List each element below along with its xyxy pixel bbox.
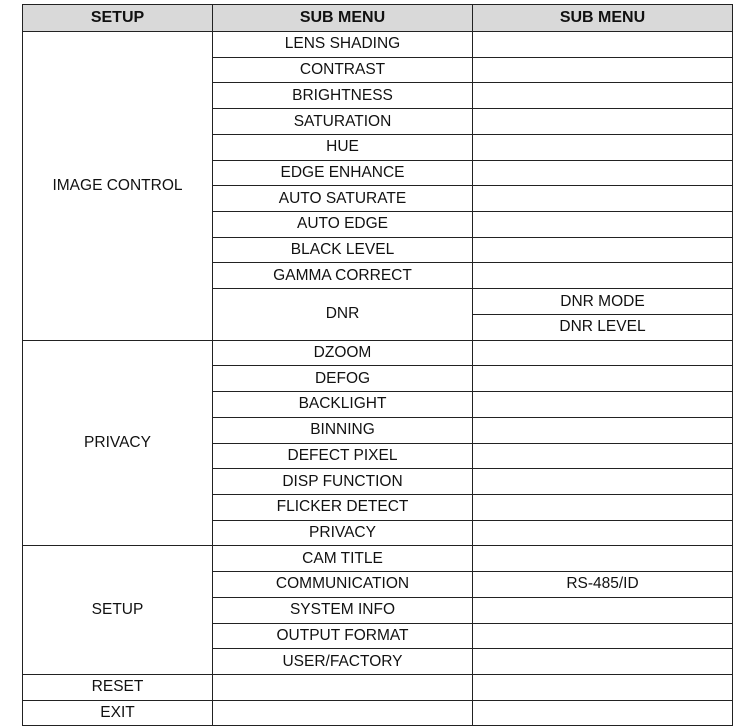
submenu2-cell: [472, 288, 733, 315]
submenu-cell: [212, 211, 473, 238]
submenu-cell: [212, 134, 473, 161]
submenu-cell-label: PRIVACY: [309, 524, 376, 542]
submenu2-cell: [472, 314, 733, 341]
submenu-cell-label: DEFECT PIXEL: [287, 446, 398, 464]
submenu-cell-label: DEFOG: [314, 369, 371, 387]
submenu2-cell: [472, 340, 733, 367]
submenu-cell-label: BINNING: [310, 421, 375, 439]
submenu2-cell: [472, 700, 733, 726]
submenu2-cell: [472, 160, 733, 187]
submenu-cell-label: DISP FUNCTION: [282, 472, 403, 490]
setup-cell-label: EXIT: [100, 704, 135, 722]
submenu2-cell-label: DNR LEVEL: [559, 318, 646, 336]
submenu-cell-label: GAMMA CORRECT: [273, 266, 412, 284]
submenu-cell-label: DZOOM: [313, 343, 372, 361]
submenu-cell-label: BACKLIGHT: [298, 395, 387, 413]
submenu2-cell: [472, 571, 733, 598]
submenu-cell: [212, 340, 473, 367]
submenu-cell-label: HUE: [326, 138, 359, 156]
submenu-cell-label: SYSTEM INFO: [289, 601, 396, 619]
submenu-cell: [212, 31, 473, 58]
setup-cell-label: SETUP: [91, 601, 144, 619]
setup-cell-label: PRIVACY: [84, 434, 151, 451]
submenu-cell: [212, 237, 473, 264]
setup-cell: [22, 700, 213, 726]
submenu2-cell: [472, 262, 733, 289]
submenu-cell: [212, 185, 473, 212]
submenu2-cell: [472, 417, 733, 444]
submenu-cell: [212, 648, 473, 675]
setup-cell: [22, 340, 213, 547]
submenu2-cell-label: DNR MODE: [560, 292, 645, 310]
submenu-cell: [212, 571, 473, 598]
submenu-cell-label: SATURATION: [293, 112, 392, 130]
setup-cell: [22, 674, 213, 701]
submenu-cell-label: AUTO EDGE: [296, 215, 388, 233]
header-cell-3-label: SUB MENU: [559, 9, 646, 26]
header-cell-2-label: SUB MENU: [299, 9, 386, 26]
submenu2-cell: [472, 648, 733, 675]
submenu-cell-label: USER/FACTORY: [282, 652, 403, 670]
submenu-cell: [212, 288, 473, 340]
submenu2-cell: [472, 494, 733, 521]
submenu-cell-label: FLICKER DETECT: [276, 498, 409, 516]
submenu-cell-label: OUTPUT FORMAT: [276, 626, 409, 644]
header-cell-1: [22, 4, 213, 32]
submenu2-cell: [472, 82, 733, 109]
setup-cell: [22, 31, 213, 341]
submenu2-cell: [472, 185, 733, 212]
submenu-cell-label: AUTO SATURATE: [278, 189, 407, 207]
submenu2-cell: [472, 443, 733, 470]
submenu2-cell: [472, 237, 733, 264]
submenu2-cell: [472, 520, 733, 547]
submenu-cell-label: EDGE ENHANCE: [280, 163, 405, 181]
submenu-cell: [212, 597, 473, 624]
submenu2-cell: [472, 57, 733, 84]
submenu-cell: [212, 262, 473, 289]
header-cell-3: [472, 4, 733, 32]
submenu-cell-label: CAM TITLE: [302, 549, 383, 567]
submenu-cell-label: DNR: [325, 305, 360, 323]
header-cell-2: [212, 4, 473, 32]
header-cell-1-label: SETUP: [90, 9, 145, 26]
submenu2-cell: [472, 545, 733, 572]
submenu2-cell-label: RS-485/ID: [566, 575, 639, 593]
submenu-cell: [212, 674, 473, 701]
submenu-cell: [212, 82, 473, 109]
submenu2-cell: [472, 365, 733, 392]
setup-cell-label: RESET: [91, 678, 144, 696]
submenu-cell-label: BRIGHTNESS: [292, 86, 393, 104]
submenu2-cell: [472, 134, 733, 161]
submenu2-cell: [472, 674, 733, 701]
setup-cell-label: IMAGE CONTROL: [52, 176, 183, 194]
submenu-cell: [212, 108, 473, 135]
submenu-cell: [212, 545, 473, 572]
submenu-cell: [212, 623, 473, 650]
submenu2-cell: [472, 468, 733, 495]
submenu-cell: [212, 443, 473, 470]
submenu2-cell: [472, 31, 733, 58]
submenu-cell-label: LENS SHADING: [284, 35, 401, 53]
submenu-cell: [212, 365, 473, 392]
submenu-cell-label: CONTRAST: [299, 61, 386, 79]
submenu2-cell: [472, 391, 733, 418]
submenu-cell: [212, 520, 473, 547]
submenu-cell: [212, 468, 473, 495]
submenu-cell: [212, 417, 473, 444]
setup-menu-table: [22, 4, 732, 721]
submenu-cell: [212, 160, 473, 187]
submenu2-cell: [472, 623, 733, 650]
submenu2-cell: [472, 108, 733, 135]
submenu-cell-label: COMMUNICATION: [275, 575, 410, 593]
submenu-cell: [212, 494, 473, 521]
submenu2-cell: [472, 211, 733, 238]
setup-cell: [22, 545, 213, 675]
submenu-cell: [212, 57, 473, 84]
submenu-cell: [212, 391, 473, 418]
submenu-cell: [212, 700, 473, 726]
submenu-cell-label: BLACK LEVEL: [290, 241, 395, 259]
submenu2-cell: [472, 597, 733, 624]
